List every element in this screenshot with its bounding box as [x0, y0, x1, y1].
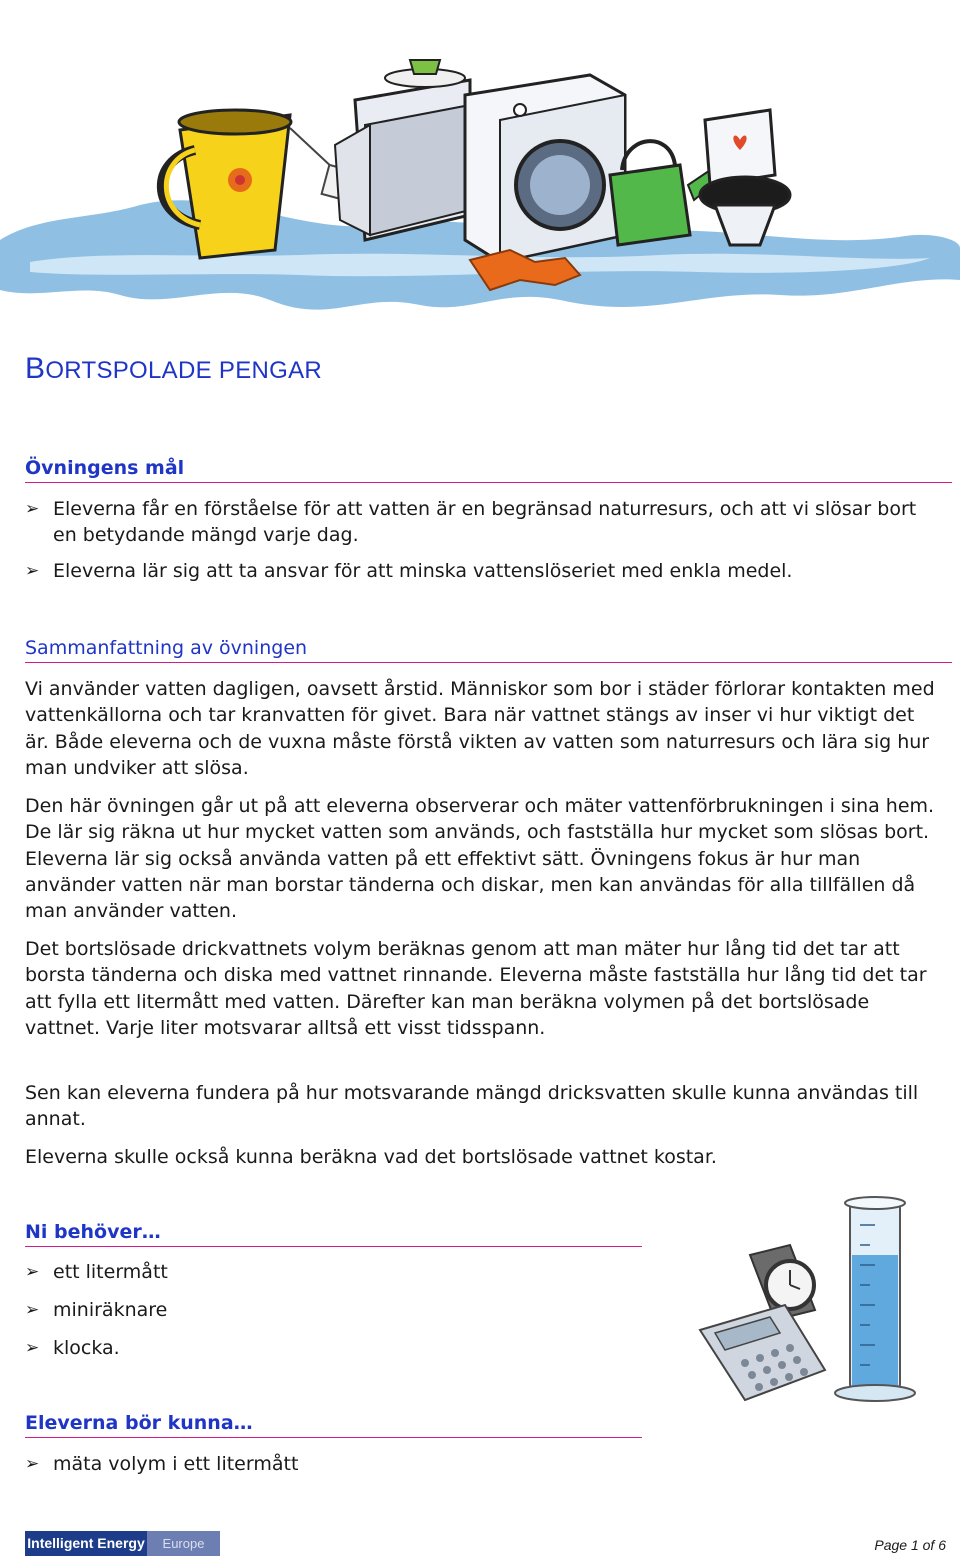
arrowhead-bullet-icon: ➢	[25, 1300, 40, 1320]
list-item: ➢ miniräknare	[25, 1299, 168, 1321]
page-title: BORTSPOLADE PENGAR	[25, 352, 323, 385]
arrowhead-bullet-icon: ➢	[25, 1338, 40, 1358]
arrowhead-bullet-icon: ➢	[25, 1262, 40, 1282]
summary-paragraph-3: Det bortslösade drickvattnets volym beräknas genom att man mäter hur lång tid det tar att borsta tänderna och diska med vattnet rinnande. Eleverna måste fastställa hur lång tid det tar att fylla ett litermått med vatten. Därefter kan man beräkna volymen på det bortslösade vattnet. Varje liter motsvarar alltså ett visst tidsspann.	[25, 938, 927, 1039]
calculator-icon	[700, 1305, 825, 1400]
page-number: Page 1 of 6	[874, 1537, 946, 1553]
summary-paragraph-5: Eleverna skulle också kunna beräkna vad det bortslösade vattnet kostar.	[25, 1146, 717, 1168]
section-heading-needs: Ni behöver…	[25, 1221, 642, 1247]
washing-machine-icon	[465, 75, 625, 262]
summary-paragraph-4: Sen kan eleverna fundera på hur motsvarande mängd dricksvatten skulle kunna användas till annat.	[25, 1082, 919, 1131]
tools-illustration	[690, 1195, 930, 1405]
intelligent-energy-logo: Intelligent Energy Europe	[25, 1531, 220, 1556]
section-heading-summary: Sammanfattning av övningen	[25, 637, 952, 663]
list-item: ➢ Eleverna lär sig att ta ansvar för att minska vattenslöseriet med enkla medel.	[25, 560, 793, 582]
hero-illustration	[0, 0, 960, 320]
arrowhead-bullet-icon: ➢	[25, 561, 40, 581]
section-heading-goal: Övningens mål	[25, 457, 952, 483]
arrowhead-bullet-icon: ➢	[25, 1454, 40, 1474]
skills-list	[25, 1451, 625, 1487]
dishwasher-icon	[335, 60, 470, 240]
list-item: ➢ Eleverna får en förståelse för att vatten är en begränsad naturresurs, och att vi slösar bort en betydande mängd varje dag.	[25, 498, 917, 546]
list-item: ➢ ett litermått	[25, 1261, 168, 1283]
section-heading-skills: Eleverna bör kunna…	[25, 1412, 642, 1438]
goal-list	[25, 496, 930, 594]
list-item: ➢ mäta volym i ett litermått	[25, 1453, 299, 1475]
list-item: ➢ klocka.	[25, 1337, 120, 1359]
summary-paragraph-2: Den här övningen går ut på att eleverna observerar och mäter vattenförbrukningen i sina hem. De lär sig räkna ut hur mycket vatten som används, och fastställa hur mycket som slösas bort. Eleverna lär sig också använda vatten på ett effektivt sätt. Övningens fokus är hur man använder vatten när man borstar tänderna och diskar, men kan användas för alla tillfällen då man använder vatten.	[25, 795, 935, 923]
summary-paragraph-1: Vi använder vatten dagligen, oavsett årstid. Människor som bor i städer förlorar kontakten med vattenkällorna och tar kranvatten för givet. Bara när vattnet stängs av inser vi hur viktigt det är. Både eleverna och de vuxna måste förstå vikten av vatten som naturresurs och lära sig hur man undviker att slösa.	[25, 678, 935, 779]
needs-list	[25, 1259, 625, 1373]
arrowhead-bullet-icon: ➢	[25, 499, 40, 519]
toilet-icon	[700, 110, 790, 245]
measuring-cylinder-icon	[835, 1197, 915, 1401]
